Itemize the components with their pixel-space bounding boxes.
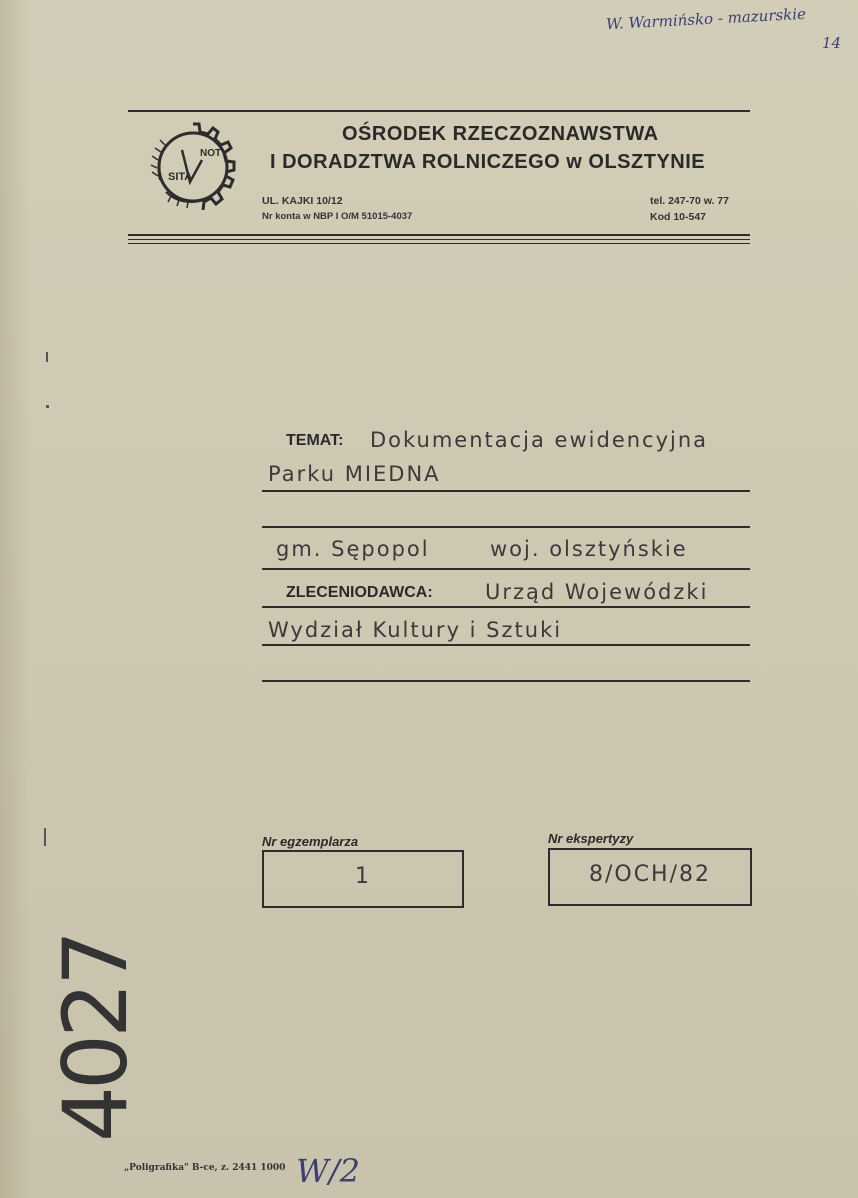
- handwritten-region-note: W. Warmińsko - mazurskie: [605, 4, 807, 34]
- archive-stamp-number: 4027: [44, 934, 147, 1142]
- temat-value-line1: Dokumentacja ewidencyjna: [370, 428, 709, 452]
- ekspertyza-label: Nr ekspertyzy: [548, 831, 634, 846]
- zleceniodawca-value-line2: Wydział Kultury i Sztuki: [268, 618, 563, 642]
- blank-line-2: [262, 680, 750, 682]
- ekspertyza-box: [548, 848, 752, 906]
- org-bank-account: Nr konta w NBP I O/M 51015-4037: [262, 211, 413, 222]
- zleceniodawca-label: ZLECENIODAWCA:: [286, 584, 433, 601]
- logo-not-text: NOT: [200, 148, 222, 159]
- printer-note: „Poligrafika" B-ce, z. 2441 1000: [124, 1163, 286, 1173]
- header-bottom-rule: [128, 234, 750, 236]
- gmina-value: gm. Sępopol: [276, 537, 430, 561]
- zleceniodawca-underline: [262, 606, 750, 608]
- egzemplarz-value: 1: [355, 864, 371, 889]
- temat-value-line2: Parku MIEDNA: [268, 462, 441, 486]
- org-address: UL. KAJKI 10/12: [262, 195, 343, 207]
- wojewodztwo-value: woj. olsztyńskie: [490, 537, 688, 561]
- org-name-line1: OŚRODEK RZECZOZNAWSTWA: [342, 123, 659, 145]
- zleceniodawca-underline-2: [262, 644, 750, 646]
- logo-sita-text: SITA: [168, 171, 193, 183]
- org-phone: tel. 247-70 w. 77: [650, 195, 729, 207]
- header-top-rule: [128, 110, 750, 112]
- zleceniodawca-value-line1: Urząd Wojewódzki: [485, 580, 709, 604]
- handwritten-page-number: 14: [822, 34, 842, 52]
- temat-underline: [262, 490, 750, 492]
- header-bottom-rule-2: [128, 239, 750, 240]
- edge-mark: [44, 828, 46, 846]
- blank-line-1: [262, 526, 750, 528]
- org-name-line2: I DORADZTWA ROLNICZEGO w OLSZTYNIE: [270, 151, 706, 173]
- handwritten-initials: W/2: [296, 1152, 361, 1190]
- edge-mark: [46, 352, 48, 362]
- ekspertyza-value: 8/OCH/82: [588, 862, 712, 887]
- location-underline: [262, 568, 750, 570]
- egzemplarz-label: Nr egzemplarza: [262, 834, 359, 849]
- temat-label: TEMAT:: [286, 432, 344, 449]
- sita-not-logo: [146, 120, 240, 214]
- edge-mark: [46, 405, 49, 408]
- org-postal-code: Kod 10-547: [650, 211, 707, 223]
- header-bottom-rule-3: [128, 243, 750, 244]
- egzemplarz-box: [262, 850, 464, 908]
